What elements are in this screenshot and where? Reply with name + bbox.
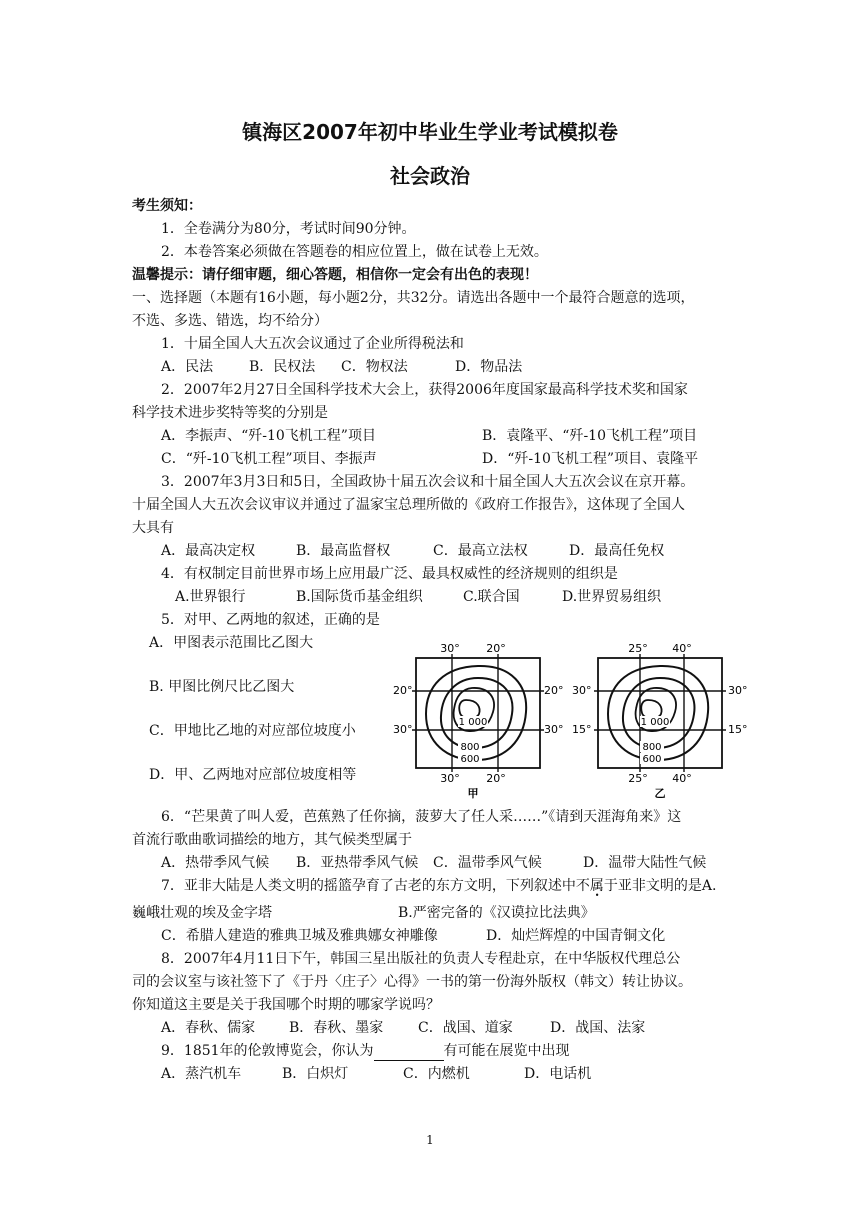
section-intro: 一、选择题（本题有16小题，每小题2分，共32分。请选出各题中一个最符合题意的选项， <box>132 290 695 306</box>
page-number: 1 <box>426 1133 434 1147</box>
question-stem: 首流行歌曲歌词描绘的地方，其气候类型属于 <box>132 832 412 848</box>
option: A．甲图表示范围比乙图大 <box>149 635 314 651</box>
section-intro: 不选、多选、错选，均不给分） <box>132 313 328 329</box>
question-stem: 你知道这主要是关于我国哪个时期的哪家学说吗？ <box>132 997 440 1013</box>
option: A．春秋、儒家 <box>161 1020 256 1036</box>
map-title: 甲 <box>467 787 479 800</box>
option: C．甲地比乙地的对应部位坡度小 <box>149 723 356 739</box>
question-stem: 科学技术进步奖特等奖的分别是 <box>132 405 328 421</box>
contour-label: 600 <box>642 754 662 765</box>
stem-text: 9．1851年的伦敦博览会，你认为 <box>161 1043 374 1059</box>
question-stem: 1．十届全国人大五次会议通过了企业所得税法和 <box>161 336 464 352</box>
option: D．灿烂辉煌的中国青铜文化 <box>486 928 666 944</box>
map-label: 20° <box>544 684 564 697</box>
option: C．温带季风气候 <box>433 855 542 871</box>
contour-label: 600 <box>460 754 480 765</box>
map-label: 30° <box>393 723 413 736</box>
option: B．亚热带季风气候 <box>296 855 419 871</box>
option: C．战国、道家 <box>418 1020 513 1036</box>
option: 巍峨壮观的埃及金字塔 <box>132 905 272 921</box>
tip-label: 温馨提示： <box>132 267 202 283</box>
option: D．物品法 <box>455 359 523 375</box>
question-stem: 3．2007年3月3日和5日，全国政协十届五次会议和十届全国人大五次会议在京开幕。 <box>161 474 695 490</box>
map-label: 30° <box>544 723 564 736</box>
option: D．温带大陆性气候 <box>583 855 707 871</box>
option: C．希腊人建造的雅典卫城及雅典娜女神雕像 <box>161 928 438 944</box>
map-label: 30° <box>440 642 460 655</box>
option: D．最高任免权 <box>569 543 665 559</box>
option: A．最高决定权 <box>161 543 256 559</box>
map-label: 30° <box>440 772 460 785</box>
option: B．袁隆平、“歼-10飞机工程”项目 <box>482 428 698 444</box>
contour-label: 1 000 <box>640 717 670 728</box>
option: A．李振声、“歼-10飞机工程”项目 <box>161 428 376 444</box>
question-stem: 6．“芒果黄了叫人爱，芭蕉熟了任你摘，菠萝大了任人采……”《请到天涯海角来》这 <box>161 809 682 825</box>
option: D．甲、乙两地对应部位坡度相等 <box>149 767 357 783</box>
option: A．热带季风气候 <box>161 855 270 871</box>
map-label: 30° <box>572 684 592 697</box>
map-label: 20° <box>486 642 506 655</box>
option: B．春秋、墨家 <box>289 1020 384 1036</box>
contour-label: 1 000 <box>458 717 488 728</box>
option: D．战国、法家 <box>550 1020 646 1036</box>
option: B．白炽灯 <box>282 1066 349 1082</box>
option: C．物权法 <box>341 359 408 375</box>
notice-heading: 考生须知： <box>132 198 202 214</box>
question-stem: 2．2007年2月27日全国科学技术大会上，获得2006年度国家最高科学技术奖和国家 <box>161 382 688 398</box>
question-stem: 十届全国人大五次会议审议并通过了温家宝总理所做的《政府工作报告》，这体现了全国人 <box>132 497 685 513</box>
option: C．“歼-10飞机工程”项目、李振声 <box>161 451 377 467</box>
map-label: 30° <box>728 684 748 697</box>
option: A．民法 <box>161 359 214 375</box>
stem-text: 有可能在展览中出现 <box>443 1043 570 1059</box>
option: A.世界银行 <box>175 589 246 605</box>
option: B.国际货币基金组织 <box>296 589 423 605</box>
notice-item: 2．本卷答案必须做在答题卷的相应位置上，做在试卷上无效。 <box>161 244 548 260</box>
option: B.严密完备的《汉谟拉比法典》 <box>398 905 595 921</box>
stem-text: 7．亚非大陆是人类文明的摇篮孕育了古老的东方文明，下列叙述中 <box>161 878 576 894</box>
page-title: 镇海区2007年初中毕业生学业考试模拟卷 <box>242 120 618 144</box>
contour-label: 800 <box>642 742 662 753</box>
option: D．电话机 <box>524 1066 592 1082</box>
question-stem: 大具有 <box>132 520 174 536</box>
tip <box>132 265 538 285</box>
option: D．“歼-10飞机工程”项目、袁隆平 <box>482 451 699 467</box>
option: C．最高立法权 <box>433 543 528 559</box>
contour-map-jia <box>388 636 570 800</box>
tip-text: 请仔细审题，细心答题，相信你一定会有出色的表现！ <box>202 267 538 283</box>
option: B．最高监督权 <box>296 543 391 559</box>
map-label: 20° <box>486 772 506 785</box>
question-stem: 司的会议室与该社签下了《于丹〈庄子〉心得》一书的第一份海外版权（韩文）转让协议。 <box>132 974 692 990</box>
map-label: 15° <box>572 723 592 736</box>
option: A．蒸汽机车 <box>161 1066 242 1082</box>
option: B. 甲图比例尺比乙图大 <box>149 679 295 695</box>
stem-text: 亚非文明的是A. <box>617 878 717 894</box>
map-label: 25° <box>628 772 648 785</box>
question-stem <box>161 876 716 896</box>
emphasis-text: 不属于 <box>575 878 618 894</box>
notice-item: 1．全卷满分为80分，考试时间90分钟。 <box>161 221 416 237</box>
map-label: 40° <box>672 642 692 655</box>
question-stem: 5．对甲、乙两地的叙述，正确的是 <box>161 612 380 628</box>
subject-title: 社会政治 <box>390 164 470 188</box>
map-title: 乙 <box>654 787 666 800</box>
question-stem: 8．2007年4月11日下午，韩国三星出版社的负责人专程赴京，在中华版权代理总公 <box>161 951 681 967</box>
option: B．民权法 <box>249 359 316 375</box>
answer-blank <box>374 1046 444 1061</box>
option: C．内燃机 <box>403 1066 470 1082</box>
option: D.世界贸易组织 <box>562 589 662 605</box>
map-label: 20° <box>393 684 413 697</box>
option: C.联合国 <box>463 589 520 605</box>
contour-map-yi <box>572 636 754 800</box>
map-label: 40° <box>672 772 692 785</box>
question-stem: 4．有权制定目前世界市场上应用最广泛、最具权威性的经济规则的组织是 <box>161 566 618 582</box>
question-stem <box>161 1041 570 1061</box>
map-label: 15° <box>728 723 748 736</box>
map-label: 25° <box>628 642 648 655</box>
contour-label: 800 <box>460 742 480 753</box>
